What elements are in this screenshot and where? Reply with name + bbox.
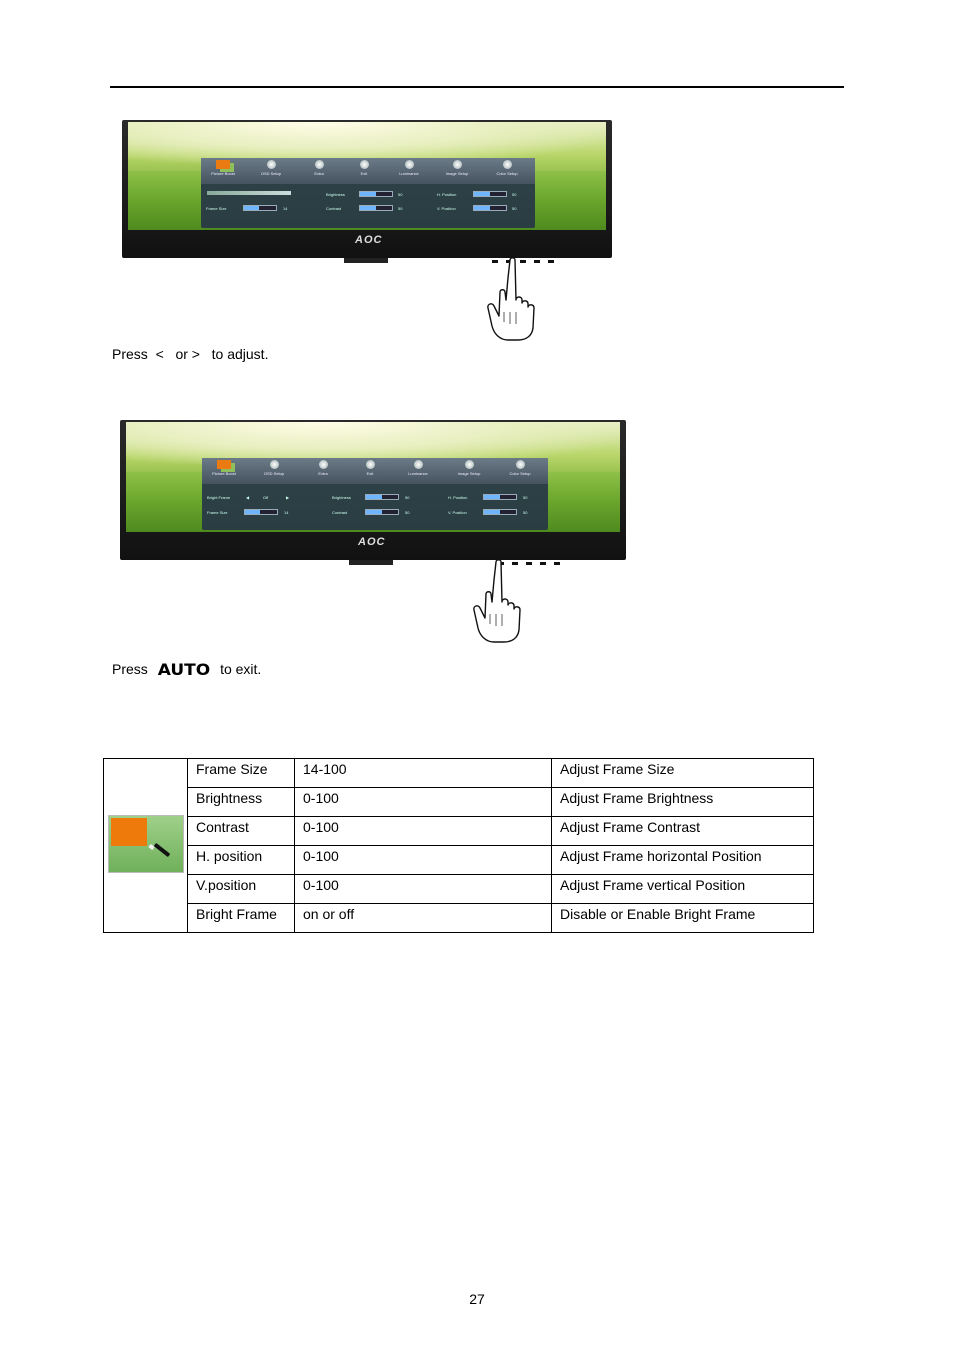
tab-image-setup[interactable]: Image Setup — [449, 460, 489, 476]
tab-luminance[interactable]: Luminance — [389, 160, 429, 176]
table-icon-cell — [104, 759, 188, 933]
pointing-hand-icon — [472, 558, 526, 644]
picture-boost-table — [103, 758, 814, 933]
aoc-logo: AOC — [358, 536, 386, 548]
table-cell-name: H. position — [188, 846, 295, 875]
table-cell-range: on or off — [295, 904, 552, 933]
osd-bright-frame-value: Off — [263, 495, 269, 500]
osd-row-contrast: Contrast — [326, 206, 342, 211]
right-key-glyph: > — [191, 346, 200, 362]
osd-h-position-value: 50 — [512, 192, 517, 197]
table-row — [104, 817, 814, 846]
osd-v-position-value: 50 — [512, 206, 517, 211]
table-cell-range: 0-100 — [295, 817, 552, 846]
header-rule — [110, 86, 844, 88]
tab-osd-setup[interactable]: OSD Setup — [251, 160, 291, 176]
table-cell-name: Frame Size — [188, 759, 295, 788]
left-key-glyph: < — [155, 346, 164, 362]
osd-highlight-bar — [207, 191, 291, 195]
table-cell-desc: Adjust Frame Contrast — [552, 817, 814, 846]
osd-v-position-value: 50 — [523, 510, 528, 515]
osd-h-position-bar[interactable] — [483, 494, 517, 500]
osd-row-h-position: H. Position — [448, 495, 468, 500]
pointing-hand-icon — [486, 256, 540, 342]
osd-row-frame-size: Frame Size — [206, 206, 227, 211]
table-row — [104, 904, 814, 933]
osd-row-h-position: H. Position — [437, 192, 457, 197]
table-cell-desc: Adjust Frame Brightness — [552, 788, 814, 817]
osd-row-brightness: Brightness — [326, 192, 345, 197]
caption-adjust: Press < or > to adjust. — [112, 346, 269, 362]
table-cell-desc: Disable or Enable Bright Frame — [552, 904, 814, 933]
tab-exit[interactable]: Exit — [344, 160, 384, 176]
table-cell-name: Brightness — [188, 788, 295, 817]
osd-v-position-bar[interactable] — [473, 205, 507, 211]
osd-row-frame-size: Frame Size — [207, 510, 228, 515]
osd-row-v-position: V. Position — [448, 510, 467, 515]
osd-contrast-bar[interactable] — [365, 509, 399, 515]
monitor-stand — [344, 258, 388, 263]
monitor-stand — [349, 560, 393, 565]
page-number: 27 — [469, 1291, 485, 1307]
table-row — [104, 759, 814, 788]
osd-menu — [201, 158, 535, 228]
monitor-buttons — [498, 552, 568, 555]
osd-brightness-bar[interactable] — [365, 494, 399, 500]
table-cell-desc: Adjust Frame horizontal Position — [552, 846, 814, 875]
picture-boost-frame-icon — [108, 815, 184, 873]
table-cell-desc: Adjust Frame vertical Position — [552, 875, 814, 904]
osd-frame-size-bar[interactable] — [244, 509, 278, 515]
table-cell-name: V.position — [188, 875, 295, 904]
tab-extra[interactable]: Extra — [299, 160, 339, 176]
osd-contrast-value: 50 — [405, 510, 410, 515]
table-cell-range: 0-100 — [295, 788, 552, 817]
osd-left-arrow[interactable]: ◀ — [246, 495, 250, 500]
tab-osd-setup[interactable]: OSD Setup — [254, 460, 294, 476]
osd-row-bright-frame: Bright Frame — [207, 495, 231, 500]
osd-brightness-bar[interactable] — [359, 191, 393, 197]
monitor-figure-adjust — [112, 118, 620, 342]
table-cell-name: Bright Frame — [188, 904, 295, 933]
tab-image-setup[interactable]: Image Setup — [437, 160, 477, 176]
table-cell-desc: Adjust Frame Size — [552, 759, 814, 788]
osd-h-position-value: 50 — [523, 495, 528, 500]
tab-exit[interactable]: Exit — [350, 460, 390, 476]
osd-menu — [202, 458, 548, 530]
monitor-figure-exit — [112, 418, 632, 646]
monitor-screen — [126, 422, 620, 532]
osd-right-arrow[interactable]: ▶ — [286, 495, 290, 500]
monitor-buttons — [492, 250, 562, 253]
osd-row-contrast: Contrast — [332, 510, 348, 515]
table-row — [104, 846, 814, 875]
table-row — [104, 788, 814, 817]
osd-v-position-bar[interactable] — [483, 509, 517, 515]
osd-frame-size-bar[interactable] — [243, 205, 277, 211]
osd-brightness-value: 50 — [398, 192, 403, 197]
osd-frame-size-value: 14 — [283, 206, 288, 211]
tab-picture-boost[interactable]: Picture Boost — [204, 460, 244, 476]
osd-tabbar — [202, 458, 548, 484]
monitor-screen — [128, 122, 606, 230]
aoc-logo: AOC — [355, 234, 383, 246]
osd-row-v-position: V. Position — [437, 206, 456, 211]
osd-row-brightness: Brightness — [332, 495, 351, 500]
table-cell-range: 14-100 — [295, 759, 552, 788]
tab-picture-boost[interactable]: Picture Boost — [203, 160, 243, 176]
table-cell-range: 0-100 — [295, 846, 552, 875]
tab-color-setup[interactable]: Color Setup — [500, 460, 540, 476]
table-cell-range: 0-100 — [295, 875, 552, 904]
tab-extra[interactable]: Extra — [303, 460, 343, 476]
osd-tabbar — [201, 158, 535, 184]
osd-contrast-value: 50 — [398, 206, 403, 211]
osd-brightness-value: 50 — [405, 495, 410, 500]
caption-exit: Press AUTO to exit. — [112, 660, 262, 680]
table-row — [104, 875, 814, 904]
tab-luminance[interactable]: Luminance — [398, 460, 438, 476]
osd-frame-size-value: 14 — [284, 510, 289, 515]
osd-h-position-bar[interactable] — [473, 191, 507, 197]
osd-contrast-bar[interactable] — [359, 205, 393, 211]
auto-button-glyph: AUTO — [157, 660, 211, 680]
tab-color-setup[interactable]: Color Setup — [487, 160, 527, 176]
table-cell-name: Contrast — [188, 817, 295, 846]
